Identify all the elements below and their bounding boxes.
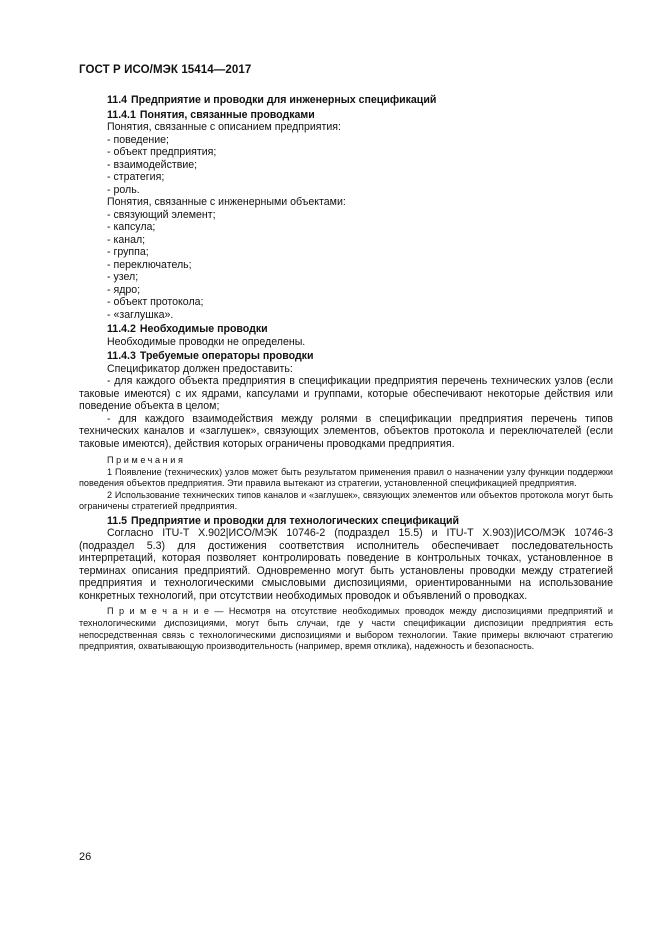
list-item: - связующий элемент; <box>107 208 216 221</box>
page-content <box>79 93 613 653</box>
paragraph: Спецификатор должен предоставить: <box>107 362 293 375</box>
paragraph: Понятия, связанные с инженерными объектами: <box>107 196 346 208</box>
section-number: 11.4.1 <box>107 108 136 121</box>
list-item: - для каждого объекта предприятия в спецификации предприятия перечень технических узлов (если таковые имеются) с их ядрами, капсулами и группами, которые обеспечивают некоторые действия или поведение объекта в целом; <box>79 375 613 412</box>
section-11-4-2-heading <box>79 323 613 336</box>
note-item: П р и м е ч а н и е — Несмотря на отсутствие необходимых проводок между диспозициями предприятий и технологическими диспозициями, могут быть случаи, где у части спецификации диспозиции предприятия есть непосредственная связь с технологическими диспозициями и выбором технологии. Такие примеры включают стратегию предприятия, охватывающую производительность (например, время отклика), надежность и безопасность. <box>79 606 613 652</box>
list-item: - поведение; <box>107 133 169 146</box>
list-item: - узел; <box>107 271 139 283</box>
section-11-4-heading <box>79 94 613 107</box>
notes-title: Примечания <box>107 455 186 465</box>
list-item: - стратегия; <box>107 171 165 183</box>
section-11-4-1-heading <box>79 109 613 122</box>
paragraph: Согласно ITU-T X.902|ИСО/МЭК 10746-2 (подраздел 15.5) и ITU-T X.903)|ИСО/МЭК 10746-3 (подраздел 5.3) для достижения соответствия исполнитель обеспечивает последовательность интерпретаций, которая позволяет контролировать поведение в контрольных точках, установленное в терминах описания предприятий. Одновременно могут быть установлены проводки между стратегией предприятия и технологическими смысловыми диспозициями, ориентированными на использование конкретных технологий, при отсутствии необходимых проводок и объявлений о проводках. <box>79 527 613 602</box>
list-item: - ядро; <box>107 283 141 296</box>
section-title: Необходимые проводки <box>139 323 268 335</box>
page-number: 26 <box>79 851 92 863</box>
list-item: - взаимодействие; <box>107 158 198 171</box>
list-item: - «заглушка». <box>107 308 174 321</box>
list-item: - роль. <box>107 183 140 196</box>
list-item: - канал; <box>107 233 146 246</box>
section-number: 11.4.3 <box>107 350 136 362</box>
paragraph: Необходимые проводки не определены. <box>107 335 306 348</box>
section-title: Предприятие и проводки для инженерных спецификаций <box>131 94 437 106</box>
note-item: 2 Использование технических типов каналов и «заглушек», связующих элементов или объектов протокола могут быть ограничены стратегией предприятия. <box>79 489 613 512</box>
section-11-4-3-heading <box>79 350 613 363</box>
paragraph: Понятия, связанные с описанием предприятия: <box>107 121 341 133</box>
section-number: 11.4.2 <box>107 323 136 335</box>
list-item: - объект предприятия; <box>107 146 217 158</box>
list-item: - для каждого взаимодействия между ролями в спецификации предприятия перечень типов технических каналов и «заглушек», связующих элементов, объектов протокола и переключателей (если таковые имеются), действия которых ограничены проводками предприятия. <box>79 412 613 450</box>
section-11-5-heading <box>79 515 613 528</box>
list-item: - переключатель; <box>107 258 192 271</box>
list-item: - объект протокола; <box>107 296 204 308</box>
document-header: ГОСТ Р ИСО/МЭК 15414—2017 <box>79 64 252 76</box>
section-title: Понятия, связанные проводками <box>139 108 315 121</box>
note-item: 1 Появление (технических) узлов может быть результатом применения правил о назначении узлу функции поддержки поведения объектов предприятия. Эти правила вытекают из стратегии, установленной спецификацией предприятия. <box>79 466 613 489</box>
section-title: Предприятие и проводки для технологических спецификаций <box>131 514 459 527</box>
section-number: 11.5 <box>107 514 128 527</box>
list-item: - капсула; <box>107 221 156 233</box>
section-number: 11.4 <box>107 94 128 106</box>
list-item: - группа; <box>107 246 149 258</box>
section-title: Требуемые операторы проводки <box>139 350 314 362</box>
